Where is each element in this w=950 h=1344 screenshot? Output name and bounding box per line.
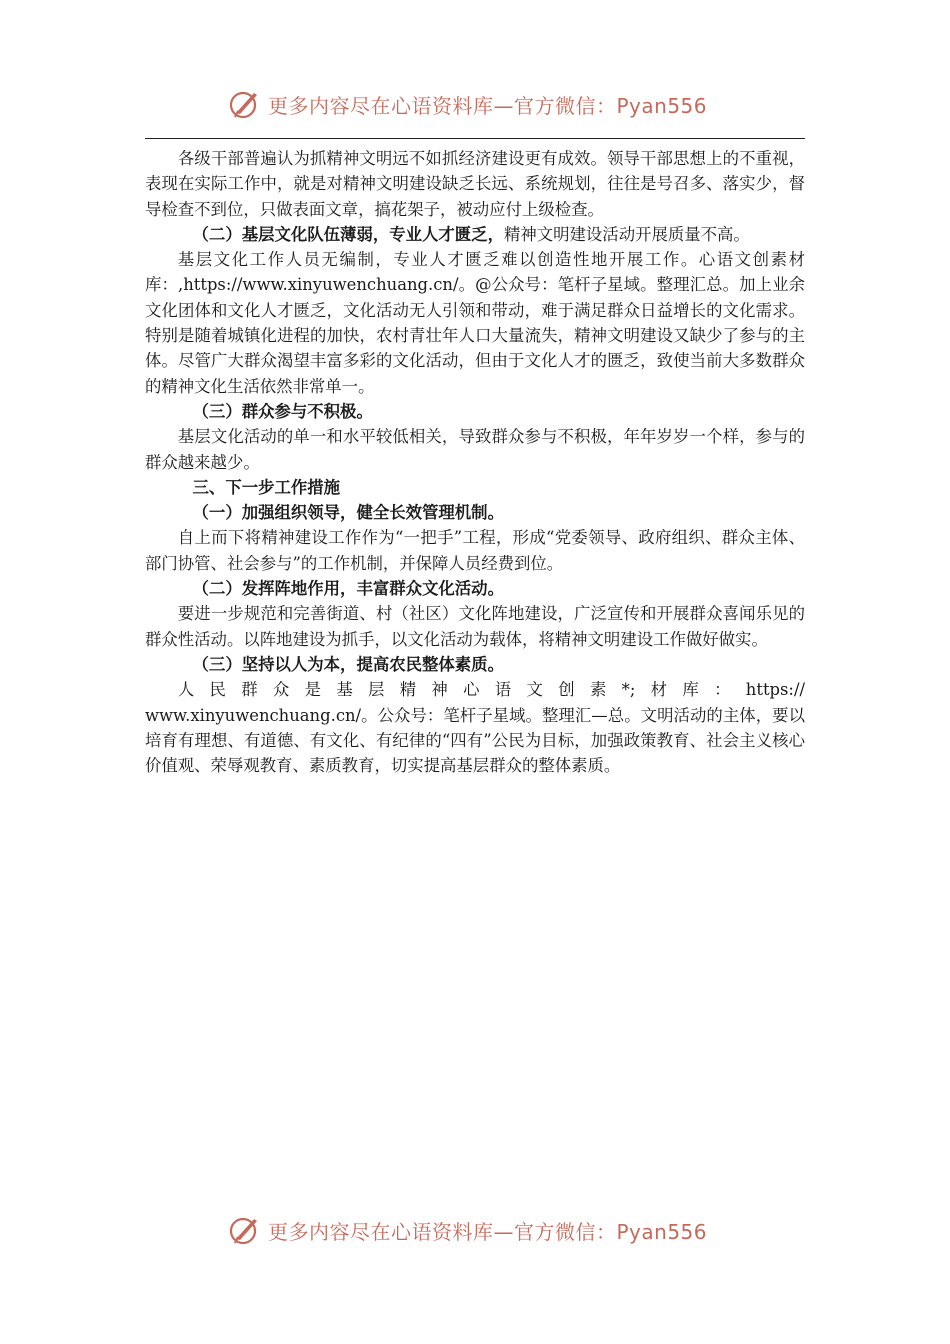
paragraph-first-line: 人民群众是基层精神心语文创素*;材库：https://: [177, 680, 805, 700]
paragraph: 自上而下将精神建设工作作为“一把手”工程，形成“党委领导、政府组织、群众主体、部门协管、社会参与”的工作机制，并保障人员经费到位。: [145, 528, 805, 573]
paragraph: 要进一步规范和完善街道、村（社区）文化阵地建设，广泛宣传和开展群众喜闻乐见的群众性活动。以阵地建设为抓手，以文化活动为载体，将精神文明建设工作做好做实。: [145, 604, 805, 649]
subheading: （三）坚持以人为本，提高农民整体素质。: [192, 654, 504, 674]
document-body: [145, 146, 805, 778]
paragraph-continuation: www.xinyuwenchuang.cn/。公众号：笔杆子星域。整理汇—总。文明活动的主体，要以培育有理想、有道德、有文化、有纪律的“四有”公民为目标，加强政策教育、社会主义核心价值观、荣辱观教育、素质教育，切实提高基层群众的整体素质。: [145, 705, 805, 776]
subheading: （二）发挥阵地作用，丰富群众文化活动。: [192, 579, 504, 599]
paragraph: 各级干部普遍认为抓精神文明远不如抓经济建设更有成效。领导干部思想上的不重视，表现在实际工作中，就是对精神文明建设缺乏长远、系统规划，往往是号召多、落实少，督导检查不到位，只做表面文章，搞花架子，被动应付上级检查。: [145, 149, 805, 219]
subheading: （一）加强组织领导，健全长效管理机制。: [192, 503, 504, 523]
section-heading: 三、下一步工作措施: [192, 477, 341, 497]
subheading: （三）群众参与不积极。: [192, 401, 373, 421]
subheading-with-text: [145, 222, 805, 247]
footer-banner-text: 更多内容尽在心语资料库—官方微信：Pyan556: [268, 1219, 708, 1244]
header-banner: [228, 86, 707, 122]
paragraph: 基层文化工作人员无编制，专业人才匮乏难以创造性地开展工作。心语文创素材库：,https://www.xinyuwenchuang.cn/。@公众号：笔杆子星域。整理汇总。加上业余文化团体和文化人才匮乏，文化活动无人引领和带动，难于满足群众日益增长的文化需求。特别是随着城镇化进程的加快，农村青壮年人口大量流失，精神文明建设又缺少了参与的主体。尽管广大群众渴望丰富多彩的文化活动，但由于文化人才的匮乏，致使当前大多数群众的精神文化生活依然非常单一。: [145, 250, 805, 396]
footer-banner: [228, 1212, 707, 1248]
header-divider: [145, 138, 805, 139]
subheading-rest: 精神文明建设活动开展质量不高。: [503, 224, 750, 244]
paragraph: 基层文化活动的单一和水平较低相关，导致群众参与不积极，年年岁岁一个样，参与的群众越来越少。: [145, 427, 805, 472]
subheading-bold: （二）基层文化队伍薄弱，专业人才匮乏，: [192, 224, 504, 244]
quill-pen-circle-icon: [228, 87, 262, 121]
quill-pen-circle-icon: [228, 1213, 262, 1247]
header-banner-text: 更多内容尽在心语资料库—官方微信：Pyan556: [268, 93, 708, 118]
